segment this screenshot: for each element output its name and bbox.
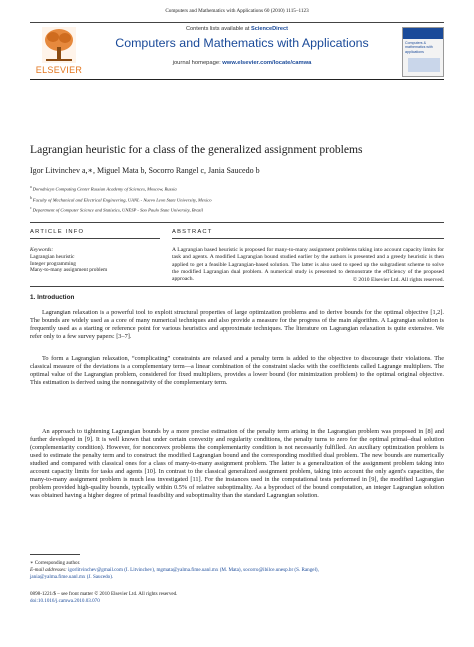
homepage-link[interactable]: www.elsevier.com/locate/camwa: [222, 60, 312, 66]
homepage-label: journal homepage:: [172, 60, 223, 66]
article-info-divider: [30, 238, 160, 239]
abstract-text: A Lagrangian based heuristic is proposed for many-to-many assignment problems taking into account capacity limits for task and agents. A modified Lagrangian bound studied earlier by the authors is presented and a greedy heuristic is then applied to get a feasible Lagrangian-based solution. The latter is also used to speed up the subgradient scheme to solve the modified Lagrangian dual problem. A numerical study is presented to demonstrate the efficiency of the proposed approach.: [172, 247, 444, 283]
article-title: Lagrangian heuristic for a class of the generalized assignment problems: [30, 143, 363, 156]
body-paragraph: An approach to tightening Lagrangian bounds by a more precise estimation of the penalty term arising in the Lagrangian problem was proposed in [8] and further developed in [9]. It is well known that under certain convexity and regularity conditions, the penalty turns to zero for the optimal primal–dual solution (complementarity condition). However, for nonconvex problems the complementarity condition is not necessarily fulfilled. An auxiliary optimization problem is used to estimate the penalty term and to construct the modified Lagrangian bound and the corresponding modified dual problem. The new bounds are numerically studied and compared with classical ones for a class of many-to-many assignment problem. The latter is a generalization of the assignment problem taking into account capacity limits for tasks and agents [10]. In contrast to the classical generalized assignment problem, taking into account the only agent's capacities, the many-to-many assignment problem is much less investigated [11]. For the instances used in the computational tests performed in [9], the modified Lagrangian problem provided high-quality bounds, typically within 0.5% of relative suboptimality. As a byproduct of the bound computation, an integer Lagrangian solution was obtained having a higher degree of primal feasibility and suboptimality than the standard Lagrangian solution.: [30, 428, 444, 500]
email-line: [30, 567, 444, 574]
cover-band: [403, 28, 443, 39]
contents-line: [30, 26, 444, 32]
elsevier-logo: [30, 27, 88, 77]
cover-graphic: [408, 58, 440, 72]
doi-link[interactable]: doi:10.1016/j.camwa.2010.03.070: [30, 597, 100, 604]
sciencedirect-link[interactable]: ScienceDirect: [250, 26, 288, 32]
email-label: E-mail addresses:: [30, 566, 69, 573]
publisher-wordmark: ELSEVIER: [35, 65, 83, 75]
keyword-item: Integer programming: [30, 260, 76, 267]
issn-block: [30, 591, 444, 605]
affiliation-marker: b: [30, 195, 32, 200]
footnote: [30, 560, 444, 580]
abstract-copyright: © 2010 Elsevier Ltd. All rights reserved.: [352, 277, 444, 283]
footnote-divider: [30, 554, 80, 555]
article-info-heading: ARTICLE INFO: [30, 229, 85, 235]
abstract-divider: [172, 238, 444, 239]
running-head: Computers and Mathematics with Applications 60 (2010) 1115–1123: [165, 8, 309, 14]
header-divider: [30, 222, 444, 223]
keyword-item: Many-to-many assignment problem: [30, 267, 108, 274]
cover-text: Computers & mathematics with applications: [405, 41, 433, 54]
body-paragraph: Lagrangian relaxation is a powerful tool to exploit structural properties of large optimization problems and to derive bounds for the optimal objective [1,2]. The bounds are widely used as a core of many numerical techniques and also provide a measure for the progress of the main algorithm. A Lagrangian solution is frequently used as a starting or reference point for various heuristics and approximate techniques. The literature on Lagrangian relaxation is quite extensive. We refer only to a few survey papers: [3–7].: [30, 309, 444, 341]
contents-prefix: Contents lists available at: [186, 26, 251, 32]
keywords-label: Keywords:: [30, 247, 54, 253]
affiliation-text: Department of Computer Science and Statistics, UNESP - Sao Paulo State University, Brazil: [32, 208, 203, 213]
body-paragraph: To form a Lagrangian relaxation, “complicating” constraints are relaxed and a penalty term is added to the objective to discourage their violations. The classical measure of the deviations is a complementary term—a linear combination of the constraint slacks with the coefficients called Lagrange multipliers. The optimal value of the Lagrangian problem, considered for fixed multipliers, provides a lower bound (for minimization problem) to the optimal original objective. This estimation is derived using the nonnegativity of the complementary term.: [30, 355, 444, 387]
journal-title: Computers and Mathematics with Applications: [115, 36, 369, 50]
elsevier-tree-icon: [42, 27, 76, 63]
issn-line: 0898-1221/$ – see front matter © 2010 Elsevier Ltd. All rights reserved.: [30, 591, 178, 597]
journal-homepage: [92, 60, 392, 66]
email-addresses[interactable]: igorlitvinchev@gmail.com (I. Litvinchev), mgmata@yalma.fime.uanl.mx (M. Mata), socorro@ibilce.unesp.br (S. Rangel),: [68, 566, 319, 573]
corresponding-author-note: ∗ Corresponding author.: [30, 560, 81, 566]
affiliation-marker: a: [30, 185, 32, 189]
affiliation-text: Faculty of Mechanical and Electrical Engineering, UANL - Nuevo Leon State University, Mexico: [32, 197, 212, 203]
affiliation-item: [30, 183, 450, 194]
abstract-heading: ABSTRACT: [172, 229, 213, 235]
affiliation-item: [30, 194, 450, 205]
author-list: Igor Litvinchev a,∗, Miguel Mata b, Socorro Rangel c, Jania Saucedo b: [30, 166, 260, 175]
section-heading-introduction: 1. Introduction: [30, 294, 75, 301]
abstract-bottom-divider: [30, 286, 444, 287]
affiliations: [30, 183, 450, 215]
journal-cover-thumbnail: [402, 27, 444, 77]
journal-masthead: [30, 22, 444, 80]
email-addresses-continued[interactable]: jania@yalma.fime.uanl.mx (J. Saucedo).: [30, 573, 114, 580]
affiliation-marker: c: [30, 206, 32, 211]
keyword-item: Lagrangian heuristic: [30, 254, 75, 260]
affiliation-item: [30, 204, 450, 215]
keyword-list: [30, 254, 160, 274]
affiliation-text: Dorodnicyn Computing Center Russian Academy of Sciences, Moscow, Russia: [32, 186, 177, 192]
